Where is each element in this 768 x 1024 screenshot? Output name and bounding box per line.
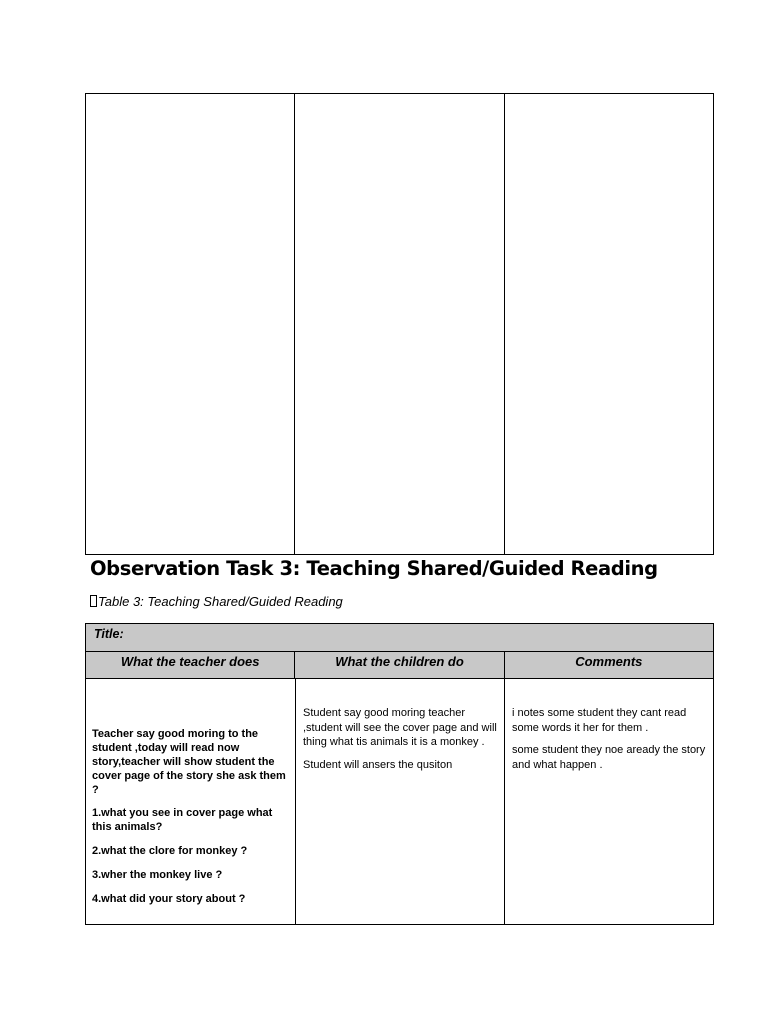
reading-observation-table xyxy=(85,623,714,925)
teacher-question: 4.what did your story about ? xyxy=(92,893,246,905)
missing-glyph-icon xyxy=(90,595,97,607)
header-comments: Comments xyxy=(575,654,643,669)
children-paragraph: Student will ansers the qusiton xyxy=(303,758,453,771)
body-row xyxy=(86,679,713,924)
comment-paragraph: some student they noe aready the story and what happen . xyxy=(512,744,706,771)
empty-cell xyxy=(295,94,504,554)
header-children: What the children do xyxy=(295,652,504,678)
header-teacher: What the teacher does xyxy=(86,652,295,678)
children-cell xyxy=(296,679,505,924)
title-row xyxy=(86,624,713,652)
section-heading: Observation Task 3: Teaching Shared/Guided Reading xyxy=(90,557,658,580)
teacher-question: 2.what the clore for monkey ? xyxy=(92,845,248,857)
teacher-paragraph: Teacher say good moring to the student ,today will read now story,teacher will show student the cover page of the story she ask them ? xyxy=(92,728,286,796)
caption-text: Table 3: Teaching Shared/Guided Reading xyxy=(98,594,343,609)
teacher-cell xyxy=(86,679,296,924)
empty-cell xyxy=(86,94,295,554)
empty-cell xyxy=(505,94,713,554)
title-label: Title: xyxy=(94,627,124,641)
header-row xyxy=(86,652,713,679)
teacher-question: 3.wher the monkey live ? xyxy=(92,869,223,881)
empty-table-top xyxy=(85,93,714,555)
comment-paragraph: i notes some student they cant read some words it her for them . xyxy=(512,707,687,734)
table-caption xyxy=(90,594,343,609)
teacher-question: 1.what you see in cover page what this animals? xyxy=(92,807,273,833)
comments-cell xyxy=(505,679,713,924)
children-paragraph: Student say good moring teacher ,student will see the cover page and will thing what tis animals it is a monkey . xyxy=(303,707,497,748)
